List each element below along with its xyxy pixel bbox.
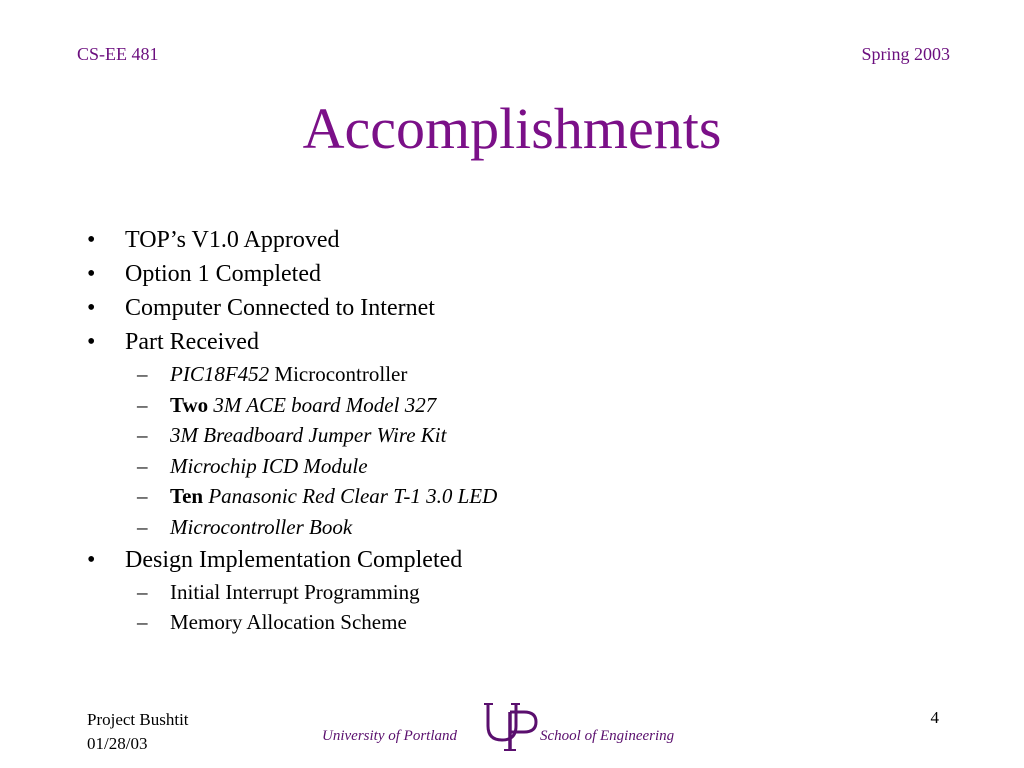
bullet-text: Design Implementation Completed [125, 546, 463, 573]
sub-text: Microcontroller Book [170, 514, 353, 539]
bullet-mark: • [87, 227, 96, 253]
dash-mark: – [137, 423, 148, 448]
term-label: Spring 2003 [861, 44, 950, 64]
sub-text: Memory Allocation Scheme [170, 610, 407, 635]
bullet-text: TOP’s V1.0 Approved [125, 227, 340, 253]
sub-text [170, 390, 436, 421]
bullet-mark: • [87, 295, 96, 321]
footer-project-info [87, 708, 189, 756]
dash-mark: – [137, 484, 148, 509]
bullet-mark: • [87, 546, 96, 573]
university-name: University of Portland [322, 728, 457, 744]
bullet-text: Option 1 Completed [125, 261, 321, 287]
dash-mark: – [137, 514, 148, 539]
sub-text [170, 481, 497, 512]
slide-title: Accomplishments [302, 96, 722, 161]
page-number: 4 [930, 708, 939, 727]
course-label: CS-EE 481 [77, 44, 159, 64]
part-name: PIC18F452 [170, 362, 270, 386]
part-name: Panasonic Red Clear T-1 3.0 LED [203, 484, 498, 509]
dash-mark: – [137, 610, 148, 635]
sub-text: Microchip ICD Module [170, 453, 368, 478]
up-monogram-icon [482, 700, 540, 752]
project-date: 01/28/03 [87, 734, 148, 753]
bullet-mark: • [87, 329, 96, 355]
bullet-mark: • [87, 261, 96, 287]
university-logo [322, 700, 692, 752]
part-name: 3M ACE board Model 327 [208, 392, 437, 417]
dash-mark: – [137, 579, 148, 604]
sub-text: 3M Breadboard Jumper Wire Kit [170, 423, 447, 448]
dash-mark: – [137, 453, 148, 478]
dash-mark: – [137, 362, 148, 386]
part-qty: Ten [170, 484, 204, 509]
dash-mark: – [137, 392, 148, 417]
sub-text [170, 359, 407, 390]
project-name: Project Bushtit [87, 710, 189, 729]
bullet-text: Computer Connected to Internet [125, 295, 435, 321]
school-name: School of Engineering [540, 728, 675, 744]
bullet-text: Part Received [125, 329, 259, 355]
sub-text: Initial Interrupt Programming [170, 579, 420, 604]
part-desc: Microcontroller [269, 362, 408, 386]
part-qty: Two [170, 392, 209, 417]
